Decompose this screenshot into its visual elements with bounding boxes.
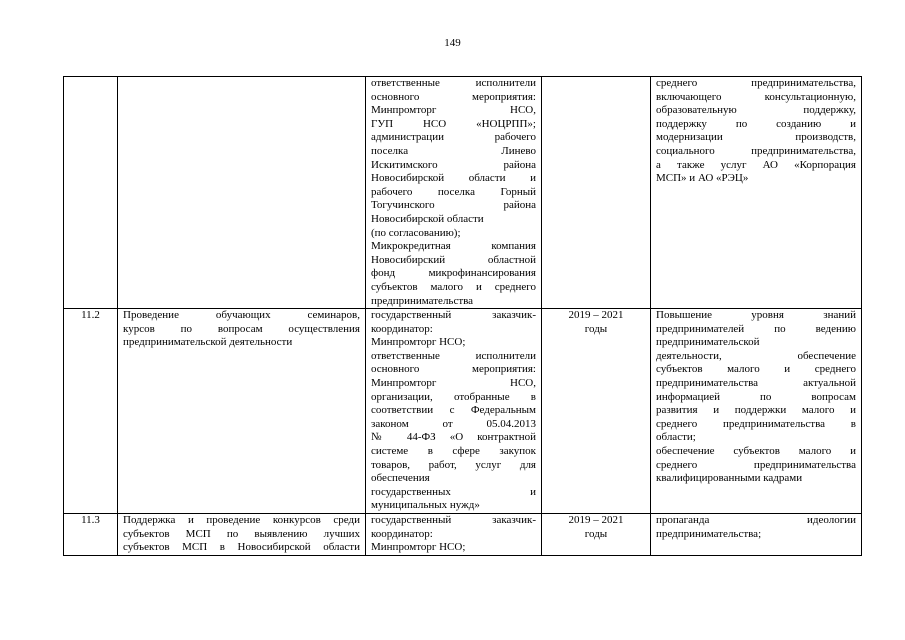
result-line: пропаганда идеологии: [656, 514, 856, 526]
result-cell: [651, 77, 862, 309]
table-row: [64, 77, 862, 309]
result-line: среднего предпринимательства: [656, 458, 856, 471]
executors-line: муниципальных нужд»: [371, 499, 480, 512]
executors-line: государственный заказчик-: [371, 309, 536, 322]
executors-line: Новосибирский областной: [371, 253, 536, 266]
result-line: МСП» и АО «РЭЦ»: [656, 172, 749, 185]
program-table: [63, 76, 862, 556]
executors-line: Минпромторг НСО,: [371, 104, 536, 117]
result-line: области;: [656, 431, 696, 444]
item-number-cell: [64, 514, 118, 556]
executors-line: организации, отобранные в: [371, 390, 536, 403]
activity-cell: [118, 514, 366, 556]
result-line: а также услуг АО «Корпорация: [656, 158, 856, 171]
executors-line: (по согласованию);: [371, 226, 461, 239]
activity-line: субъектов МСП в Новосибирской области: [123, 541, 360, 554]
activity-line: субъектов МСП по выявлению лучших: [123, 527, 360, 540]
executors-line: администрации рабочего: [371, 131, 536, 144]
term-line: годы: [584, 322, 608, 335]
executors-line: Искитимского района: [371, 158, 536, 171]
term-line: годы: [584, 527, 608, 540]
table-row: [64, 514, 862, 556]
activity-line: Проведение обучающих семинаров,: [123, 309, 360, 322]
result-line: предпринимательства;: [656, 527, 762, 540]
result-cell: [651, 514, 862, 556]
executors-line: основного мероприятия:: [371, 90, 536, 103]
program-table-body: [64, 77, 862, 556]
executors-line: основного мероприятия:: [371, 363, 536, 376]
result-line: предпринимателей по ведению: [656, 322, 856, 335]
executors-line: товаров, работ, услуг для: [371, 458, 536, 471]
executors-cell: [366, 514, 542, 556]
activity-cell: [118, 309, 366, 514]
executors-line: обеспечения: [371, 472, 430, 485]
activity-line: предпринимательской деятельности: [123, 336, 293, 349]
result-cell: [651, 309, 862, 514]
executors-line: ГУП НСО «НОЦРПП»;: [371, 117, 536, 130]
result-line: образовательную поддержку,: [656, 104, 856, 117]
result-line: субъектов малого и среднего: [656, 363, 856, 376]
result-line: Повышение уровня знаний: [656, 309, 856, 322]
result-line: деятельности, обеспечение: [656, 349, 856, 362]
executors-line: соответствии с Федеральным: [371, 404, 536, 417]
result-line: развития и поддержки малого и: [656, 404, 856, 417]
executors-cell: [366, 77, 542, 309]
page-number: 149: [444, 37, 461, 49]
item-number-cell: [64, 77, 118, 309]
term-line: 2019 – 2021: [568, 309, 624, 322]
executors-line: ответственные исполнители: [371, 77, 536, 89]
executors-line: Минпромторг НСО,: [371, 377, 536, 390]
executors-line: рабочего поселка Горный: [371, 185, 536, 198]
item-number-cell: [64, 309, 118, 514]
executors-line: законом от 05.04.2013: [371, 417, 536, 430]
result-line: социального предпринимательства,: [656, 144, 856, 157]
item-number: 11.3: [81, 514, 100, 526]
executors-line: Минпромторг НСО;: [371, 336, 466, 349]
result-line: поддержку по созданию и: [656, 117, 856, 130]
term-line: 2019 – 2021: [568, 514, 624, 526]
result-line: предпринимательства актуальной: [656, 377, 856, 390]
result-line: среднего предпринимательства в: [656, 417, 856, 430]
result-line: включающего консультационную,: [656, 90, 856, 103]
executors-line: поселка Линево: [371, 144, 536, 157]
executors-line: Минпромторг НСО;: [371, 541, 466, 554]
executors-line: Тогучинского района: [371, 199, 536, 212]
result-line: информацией по вопросам: [656, 390, 856, 403]
activity-cell: [118, 77, 366, 309]
executors-line: координатор:: [371, 527, 433, 540]
executors-line: № 44-ФЗ «О контрактной: [371, 431, 536, 444]
result-line: квалифицированными кадрами: [656, 472, 803, 485]
executors-line: системе в сфере закупок: [371, 445, 536, 458]
executors-line: Новосибирской области и: [371, 172, 536, 185]
result-line: среднего предпринимательства,: [656, 77, 856, 89]
executors-line: государственный заказчик-: [371, 514, 536, 526]
executors-line: субъектов малого и среднего: [371, 280, 536, 293]
activity-line: Поддержка и проведение конкурсов среди: [123, 514, 360, 526]
executors-line: Микрокредитная компания: [371, 240, 536, 253]
executors-line: предпринимательства: [371, 294, 474, 307]
result-line: модернизации производств,: [656, 131, 856, 144]
executors-line: ответственные исполнители: [371, 349, 536, 362]
executors-line: координатор:: [371, 322, 433, 335]
executors-line: фонд микрофинансирования: [371, 267, 536, 280]
result-line: обеспечение субъектов малого и: [656, 445, 856, 458]
executors-cell: [366, 309, 542, 514]
result-line: предпринимательской: [656, 336, 760, 349]
term-cell: [542, 514, 651, 556]
item-number: 11.2: [81, 309, 100, 322]
executors-line: государственных и: [371, 485, 536, 498]
term-cell: [542, 309, 651, 514]
table-row: [64, 309, 862, 514]
term-cell: [542, 77, 651, 309]
executors-line: Новосибирской области: [371, 212, 484, 225]
activity-line: курсов по вопросам осуществления: [123, 322, 360, 335]
